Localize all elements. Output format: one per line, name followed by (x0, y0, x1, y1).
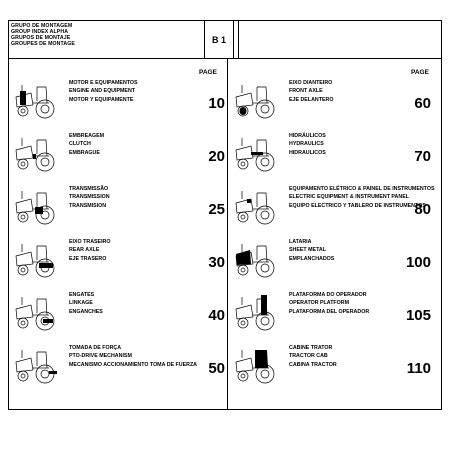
page-number: 70 (414, 148, 431, 165)
tractor-hydraulics-icon (233, 132, 281, 176)
page-number: 30 (208, 254, 225, 271)
header-title-en: GROUP INDEX ALPHA (11, 29, 69, 35)
entry-label-line: PLATAFORMA DEL OPERADOR (289, 308, 370, 315)
entry-label-line: EMPLANCHADOS (289, 255, 335, 262)
entry-labels (69, 291, 103, 316)
tractor-rear-axle-icon (13, 238, 61, 282)
page-label-right: PAGE (411, 69, 429, 76)
entry-label-line: TRANSMISSÃO (69, 186, 109, 192)
entry-label-line: EIXO DIANTEIRO (289, 80, 333, 86)
entry-labels (69, 79, 138, 104)
entry-label-line: LATARIA (289, 239, 312, 245)
header-blank-box (238, 21, 442, 58)
header-titles (11, 23, 75, 47)
tractor-pto-icon (13, 344, 61, 388)
entry-labels (289, 344, 337, 369)
entry-label-line: ENGINE AND EQUIPMENT (69, 88, 136, 95)
index-entry (13, 344, 227, 396)
index-entry (233, 79, 438, 131)
entry-label-line: PTO-DRIVE MECHANISM (69, 353, 132, 360)
entry-label-line: ENGATES (69, 292, 95, 298)
page-label-left: PAGE (199, 69, 217, 76)
index-entry (13, 185, 227, 237)
index-entry (233, 291, 438, 343)
page-number: 80 (414, 201, 431, 218)
index-entry (233, 185, 438, 237)
page-number: 20 (208, 148, 225, 165)
index-entry (13, 238, 227, 290)
page-number: 10 (208, 95, 225, 112)
entry-label-line: CABINA TRACTOR (289, 361, 337, 368)
page-number: 110 (406, 360, 431, 377)
entry-labels (289, 132, 326, 157)
index-entry (13, 291, 227, 343)
entry-label-line: TOMADA DE FORÇA (69, 345, 122, 351)
tractor-transmission-icon (13, 185, 61, 229)
tractor-electric-icon (233, 185, 281, 229)
entry-label-line: ENGANCHES (69, 308, 103, 315)
entry-label-line: HYDRAULICS (289, 141, 324, 148)
page-number: 50 (208, 360, 225, 377)
index-sheet (8, 20, 442, 410)
entry-labels (69, 185, 110, 210)
index-entry (13, 132, 227, 184)
entry-label-line: SHEET METAL (289, 247, 326, 254)
index-entry (13, 79, 227, 131)
entry-label-line: ELECTRIC EQUIPMENT & INSTRUMENT PANEL (289, 194, 409, 201)
index-entry (233, 238, 438, 290)
entry-label-line: OPERATOR PLATFORM (289, 300, 350, 307)
entry-label-line: MECANISMO ACCIONAMIENTO TOMA DE FUERZA (69, 361, 198, 368)
entry-label-line: CABINE TRATOR (289, 345, 333, 351)
header (9, 21, 441, 59)
entry-label-line: EQUIPAMENTO ELÉTRICO & PAINEL DE INSTRUMENTOS (289, 186, 435, 192)
entry-labels (69, 344, 197, 369)
tractor-linkage-icon (13, 291, 61, 335)
entry-label-line: EQUIPO ELECTRICO Y TABLERO DE INSTRUMENTOS (289, 202, 426, 209)
page-number: 105 (405, 307, 431, 324)
entry-labels (69, 132, 104, 157)
header-title-es: GRUPOS DE MONTAJE (11, 35, 71, 41)
entry-label-line: TRANSMISION (69, 202, 107, 209)
page-number: 40 (208, 307, 225, 324)
entry-label-line: LINKAGE (69, 300, 93, 307)
entry-labels (289, 238, 334, 263)
entry-label-line: TRACTOR CAB (289, 353, 328, 360)
tractor-cab-icon (233, 344, 281, 388)
entry-label-line: FRONT AXLE (289, 88, 323, 95)
page-number: 100 (405, 254, 431, 271)
entry-labels (289, 79, 333, 104)
page-number: 25 (208, 201, 225, 218)
page-number: 60 (414, 95, 431, 112)
entry-label-line: EIXO TRASEIRO (69, 239, 111, 245)
tractor-front-axle-icon (233, 79, 281, 123)
entry-label-line: TRANSMISSION (69, 194, 110, 201)
entry-label-line: HIDRÁULICOS (289, 133, 326, 139)
entry-labels (69, 238, 111, 263)
header-title-fr: GROUPES DE MONTAGE (11, 41, 75, 47)
entry-label-line: MOTOR E EQUIPAMENTOS (69, 80, 138, 86)
tractor-platform-icon (233, 291, 281, 335)
entry-label-line: EMBREAGEM (69, 133, 105, 139)
entry-label-line: EJE DELANTERO (289, 96, 334, 103)
tractor-engine-icon (13, 79, 61, 123)
entry-label-line: EJE TRASERO (69, 255, 107, 262)
header-title-pt: GRUPO DE MONTAGEM (11, 23, 73, 29)
entry-label-line: EMBRAGUE (69, 149, 100, 156)
tractor-sheet-metal-icon (233, 238, 281, 282)
section-code: B 1 (204, 21, 234, 58)
index-entry (233, 344, 438, 396)
entry-label-line: HIDRAULICOS (289, 149, 326, 156)
index-entry (233, 132, 438, 184)
entry-labels (289, 291, 369, 316)
entry-label-line: MOTOR Y EQUIPAMENTE (69, 96, 134, 103)
entry-label-line: REAR AXLE (69, 247, 100, 254)
column-divider (227, 59, 228, 410)
entry-label-line: PLATAFORMA DO OPERADOR (289, 292, 367, 298)
entry-label-line: CLUTCH (69, 141, 91, 148)
tractor-clutch-icon (13, 132, 61, 176)
